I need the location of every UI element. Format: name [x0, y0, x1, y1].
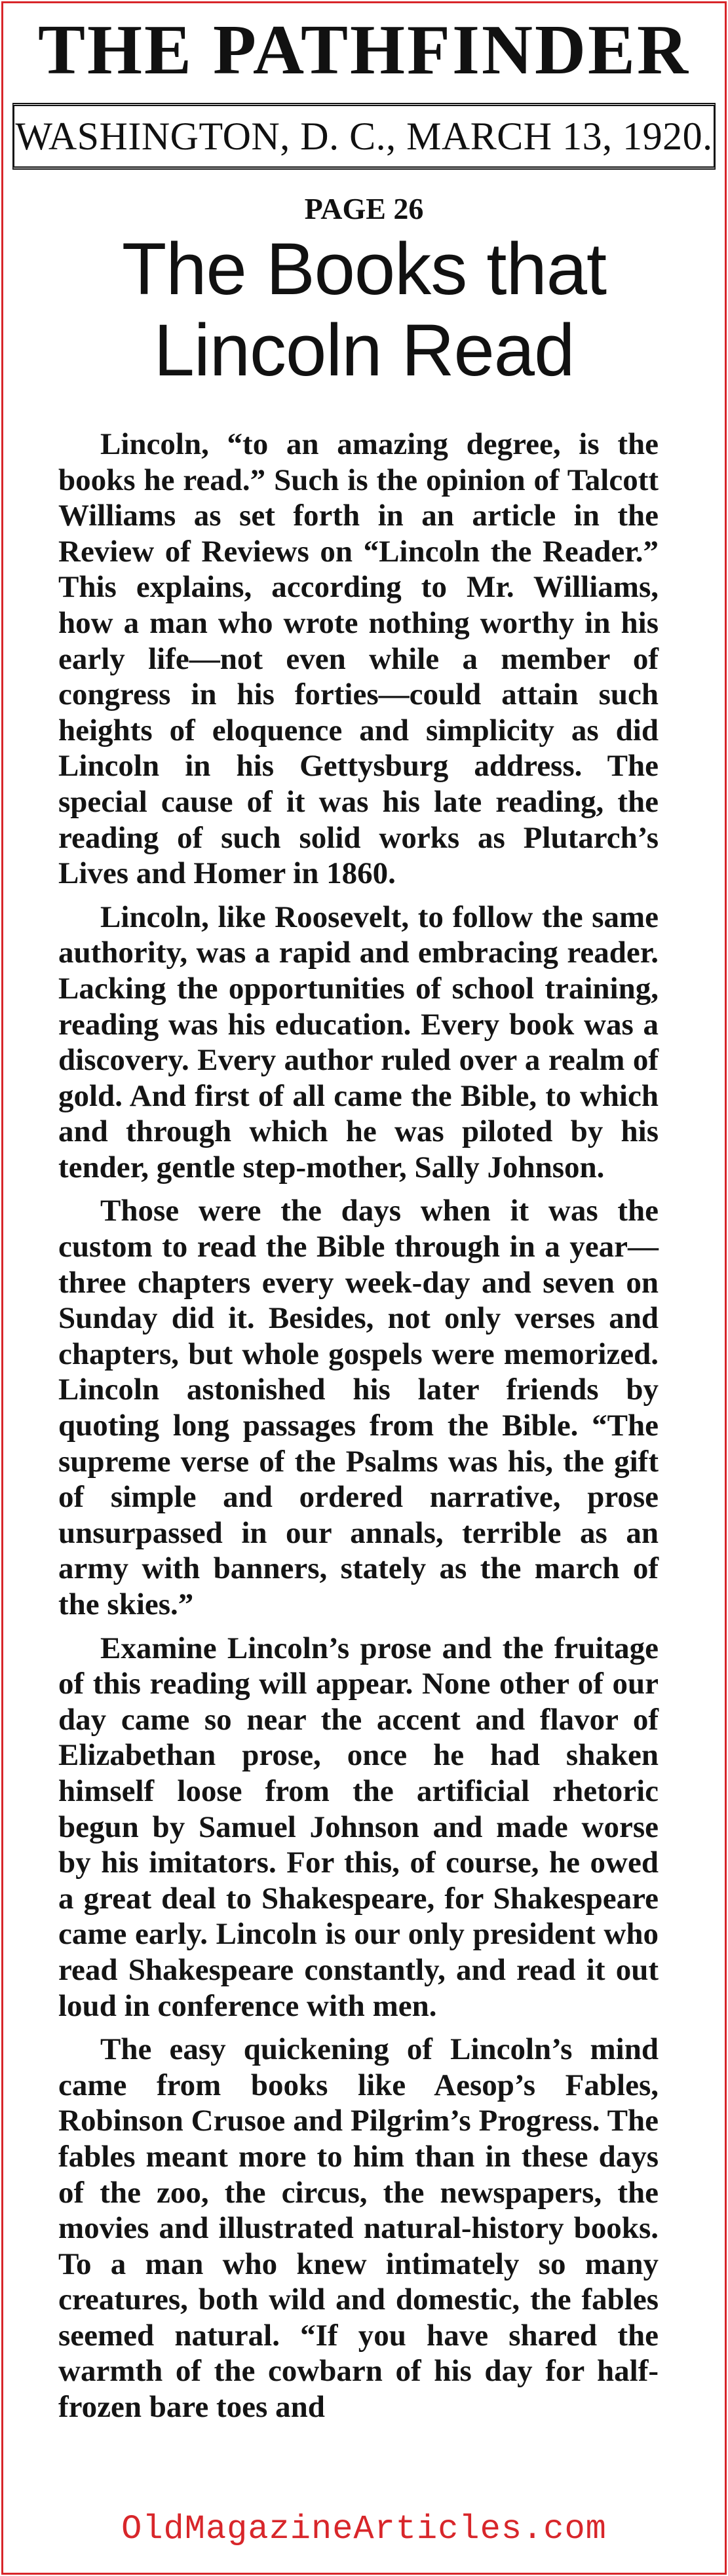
site-watermark: OldMagazineArticles.com [121, 2510, 607, 2548]
headline-line-1: The Books that [121, 228, 607, 310]
article-paragraph: Those were the days when it was the custom to read the Bible through in a year—three chapters every week-day and seven on Sunday did it. Besides, not only verses and chapters, but whole gospels were memorized. Lincoln astonished his later friends by quoting long passages from the Bible. “The supreme verse of the Psalms was his, the gift of simple and ordered narrative, prose unsurpassed in our annals, terrible as an army with banners, stately as the march of the skies.” [58, 1194, 659, 1621]
dateline: WASHINGTON, D. C., MARCH 13, 1920. [12, 103, 716, 170]
article-body [58, 426, 659, 2433]
masthead-title: THE PATHFINDER [37, 11, 691, 89]
article-paragraph: Lincoln, “to an amazing degree, is the books he read.” Such is the opinion of Talcott Williams as set forth in an article in the Review of Reviews on “Lincoln the Reader.” This explains, according to Mr. Williams, how a man who wrote nothing worthy in his early life—not even while a member of congress in his forties—could attain such heights of eloquence and simplicity as did Lincoln in his Gettysburg address. The special cause of it was his late reading, the reading of such solid works as Plutarch’s Lives and Homer in 1860. [58, 427, 659, 891]
article-paragraph: Lincoln, like Roosevelt, to follow the same authority, was a rapid and embracing reader. Lacking the opportunities of school training, reading was his education. Every book was a discovery. Every author ruled over a realm of gold. And first of all came the Bible, to which and through which he was piloted by his tender, gentle step-mother, Sally Johnson. [58, 900, 659, 1184]
page-frame [1, 1, 727, 2575]
page-number: PAGE 26 [304, 192, 424, 225]
article-paragraph: The easy quickening of Lincoln’s mind came from books like Aesop’s Fables, Robinson Crusoe and Pilgrim’s Progress. The fables meant more to him than in these days of the zoo, the circus, the newspapers, the movies and illustrated natural-history books. To a man who knew intimately so many creatures, both wild and domestic, the fables seemed natural. “If you have shared the warmth of the cowbarn of his day for half-frozen bare toes and [58, 2032, 659, 2425]
article-paragraph: Examine Lincoln’s prose and the fruitage of this reading will appear. None other of our day came so near the accent and flavor of Elizabethan prose, once he had shaken himself loose from the artificial rhetoric begun by Samuel Johnson and made worse by his imitators. For this, of course, he owed a great deal to Shakespeare, for Shakespeare came early. Lincoln is our only president who read Shakespeare constantly, and read it out loud in conference with men. [58, 1631, 659, 2023]
headline-line-2: Lincoln Read [153, 309, 575, 391]
article-headline [23, 229, 705, 391]
